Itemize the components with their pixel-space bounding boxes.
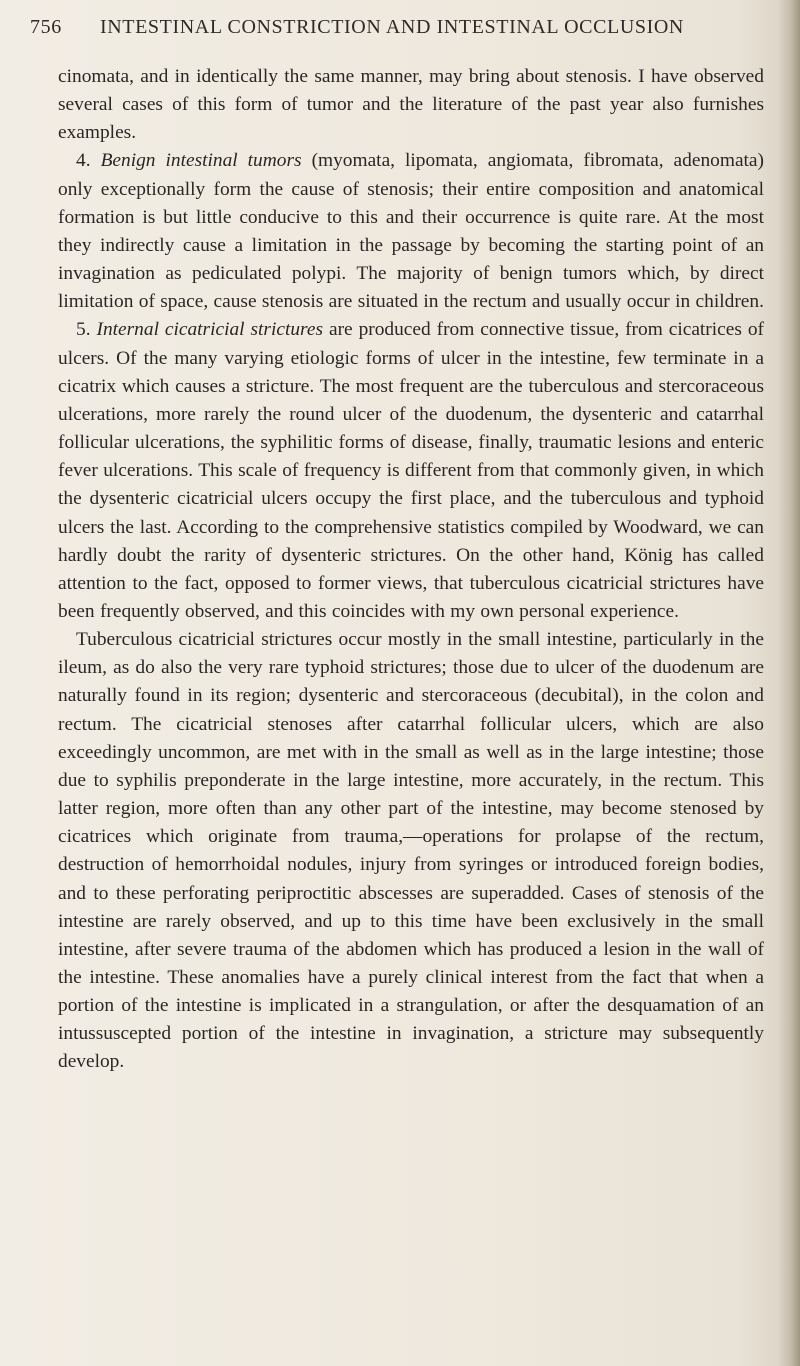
paragraph-continuation: [58, 63, 764, 147]
section-number: 5.: [76, 319, 91, 341]
paragraph-benign-tumors: [58, 147, 764, 316]
running-head-title: INTESTINAL CONSTRICTION AND INTESTINAL OCCLUSION: [100, 16, 684, 38]
page-edge-shadow: [778, 0, 800, 1366]
body-text: [58, 63, 764, 1077]
paragraph-text: (myomata, lipomata, angiomata, fibromata, adenomata) only exceptionally form the cause of stenosis; their entire composition and anatomical formation is but little conducive to this and their occurrence is quite rare. At the most they indirectly cause a limitation in the passage by becoming the starting point of an invagination as pediculated polypi. The majority of benign tumors which, by direct limitation of space, cause stenosis are situated in the rectum and usually occur in children.: [58, 150, 765, 313]
paragraph-text: Tuberculous cicatricial strictures occur mostly in the small intestine, particularly in the ileum, as do also the very rare typhoid strictures; those due to ulcer of the duodenum are naturally found in its region; dysenteric and stercoraceous (decubital), in the colon and rectum. The cicatricial stenoses after catarrhal follicular ulcers, which are also exceedingly uncommon, are met with in the small as well as in the large intestine; those due to syphilis preponderate in the large intestine, more accurately, in the rectum. This latter region, more often than any other part of the intestine, may become stenosed by cicatrices which originate from trauma,—operations for prolapse of the rectum, destruction of hemorrhoidal nodules, injury from syringes or introduced foreign bodies, and to these perforating periproctitic abscesses are superadded. Cases of stenosis of the intestine are rarely observed, and up to this time have been exclusively in the small intestine, after severe trauma of the abdomen which has produced a lesion in the wall of the intestine. These anomalies have a purely clinical interest from the fact that when a portion of the intestine is implicated in a strangulation, or after the desquamation of an intussuscepted portion of the intestine in invagination, a stricture may subsequently develop.: [58, 629, 764, 1073]
section-heading: Benign intestinal tumors: [100, 150, 302, 172]
section-heading: Internal cicatricial strictures: [96, 319, 324, 341]
paragraph-tuberculous-strictures: [58, 626, 764, 1077]
paragraph-text: cinomata, and in identically the same manner, may bring about stenosis. I have observed several cases of this form of tumor and the literature of the past year also furnishes examples.: [58, 66, 764, 144]
paragraph-cicatricial-strictures: [58, 316, 764, 626]
paragraph-text: are produced from connective tissue, from cicatrices of ulcers. Of the many varying etiologic forms of ulcer in the intestine, few terminate in a cicatrix which causes a stricture. The most frequent are the tuberculous and stercoraceous ulcerations, more rarely the round ulcer of the duodenum, the dysenteric and catarrhal follicular ulcerations, the syphilitic forms of disease, finally, traumatic lesions and enteric fever ulcerations. This scale of frequency is different from that commonly given, in which the dysenteric cicatricial ulcers occupy the first place, and the tuberculous and typhoid ulcers the last. According to the comprehensive statistics compiled by Woodward, we can hardly doubt the rarity of dysenteric strictures. On the other hand, König has called attention to the fact, opposed to former views, that tuberculous cicatricial strictures have been frequently observed, and this coincides with my own personal experience.: [58, 319, 764, 622]
running-head: [30, 16, 770, 46]
page-number: 756: [30, 16, 62, 38]
section-number: 4.: [76, 150, 91, 172]
